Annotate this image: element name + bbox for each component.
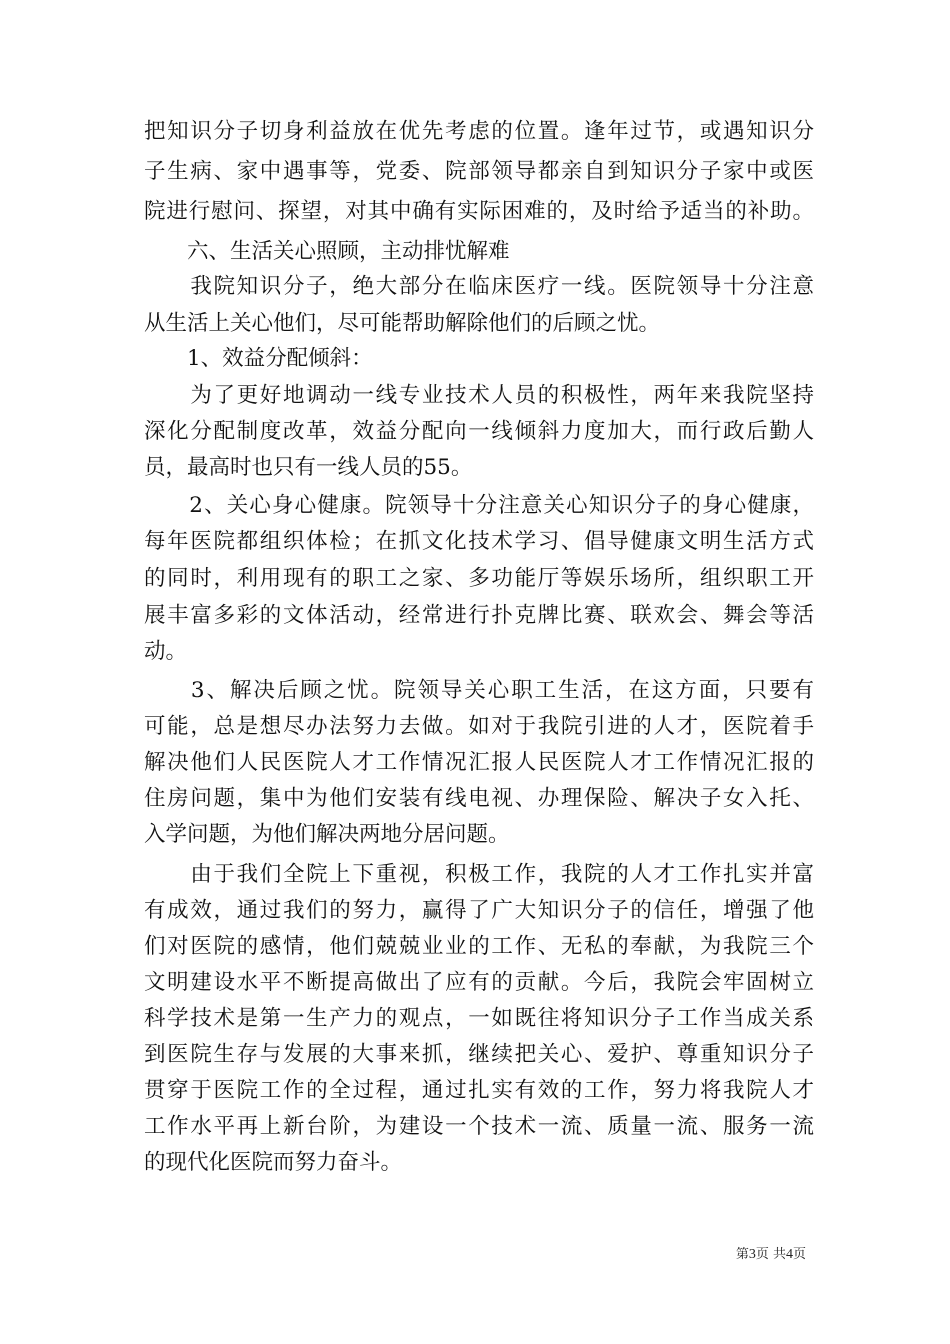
text-line: 可能，总是想尽办法努力去做。如对于我院引进的人才，医院着手	[144, 714, 814, 739]
text-line: 工作水平再上新台阶，为建设一个技术一流、质量一流、服务一流	[144, 1114, 814, 1139]
text-line: 的现代化医院而努力奋斗。	[144, 1150, 403, 1175]
text-line: 动。	[144, 639, 188, 664]
text-line: 的同时，利用现有的职工之家、多功能厅等娱乐场所，组织职工开	[144, 566, 814, 591]
text-line: 从生活上关心他们，尽可能帮助解除他们的后顾之忧。	[144, 311, 661, 336]
text-line: 深化分配制度改革，效益分配向一线倾斜力度加大，而行政后勤人	[144, 419, 814, 444]
text-line: 住房问题，集中为他们安装有线电视、办理保险、解决子女入托、	[144, 786, 814, 811]
text-line: 把知识分子切身利益放在优先考虑的位置。逢年过节，或遇知识分	[144, 119, 814, 144]
text-line: 子生病、家中遇事等，党委、院部领导都亲自到知识分子家中或医	[144, 159, 814, 184]
text-line: 每年医院都组织体检；在抓文化技术学习、倡导健康文明生活方式	[144, 529, 814, 554]
text-line: 员，最高时也只有一线人员的55。	[144, 455, 473, 480]
text-line: 贯穿于医院工作的全过程，通过扎实有效的工作，努力将我院人才	[144, 1078, 814, 1103]
text-line: 有成效，通过我们的努力，赢得了广大知识分子的信任，增强了他	[144, 898, 814, 923]
total-page-number: 4	[785, 1247, 793, 1262]
text-line: 展丰富多彩的文体活动，经常进行扑克牌比赛、联欢会、舞会等活	[144, 603, 814, 628]
text-line: 2、关心身心健康。院领导十分注意关心知识分子的身心健康，	[144, 493, 814, 518]
text-line: 3、解决后顾之忧。院领导关心职工生活，在这方面，只要有	[144, 678, 814, 703]
text-line: 为了更好地调动一线专业技术人员的积极性，两年来我院坚持	[144, 383, 814, 408]
footer-middle: 页 共	[755, 1247, 786, 1262]
text-line: 入学问题，为他们解决两地分居问题。	[144, 822, 510, 847]
text-line: 们对医院的感情，他们兢兢业业的工作、无私的奉献，为我院三个	[144, 934, 814, 959]
text-line: 文明建设水平不断提高做出了应有的贡献。今后，我院会牢固树立	[144, 970, 814, 995]
text-line: 到医院生存与发展的大事来抓，继续把关心、爱护、尊重知识分子	[144, 1042, 814, 1067]
current-page-number: 3	[748, 1247, 756, 1262]
text-line: 科学技术是第一生产力的观点，一如既往将知识分子工作当成关系	[144, 1006, 814, 1031]
text-line: 由于我们全院上下重视，积极工作，我院的人才工作扎实并富	[144, 862, 814, 887]
subheading: 1、效益分配倾斜：	[144, 346, 373, 371]
footer-prefix: 第	[735, 1247, 749, 1262]
text-line: 我院知识分子，绝大部分在临床医疗一线。医院领导十分注意	[144, 274, 814, 299]
footer-suffix: 页	[792, 1247, 806, 1262]
section-heading: 六、生活关心照顾，主动排忧解难	[144, 239, 510, 264]
text-line: 解决他们人民医院人才工作情况汇报人民医院人才工作情况汇报的	[144, 750, 814, 775]
page-footer	[736, 1246, 806, 1264]
text-line: 院进行慰问、探望，对其中确有实际困难的，及时给予适当的补助。	[144, 199, 814, 224]
